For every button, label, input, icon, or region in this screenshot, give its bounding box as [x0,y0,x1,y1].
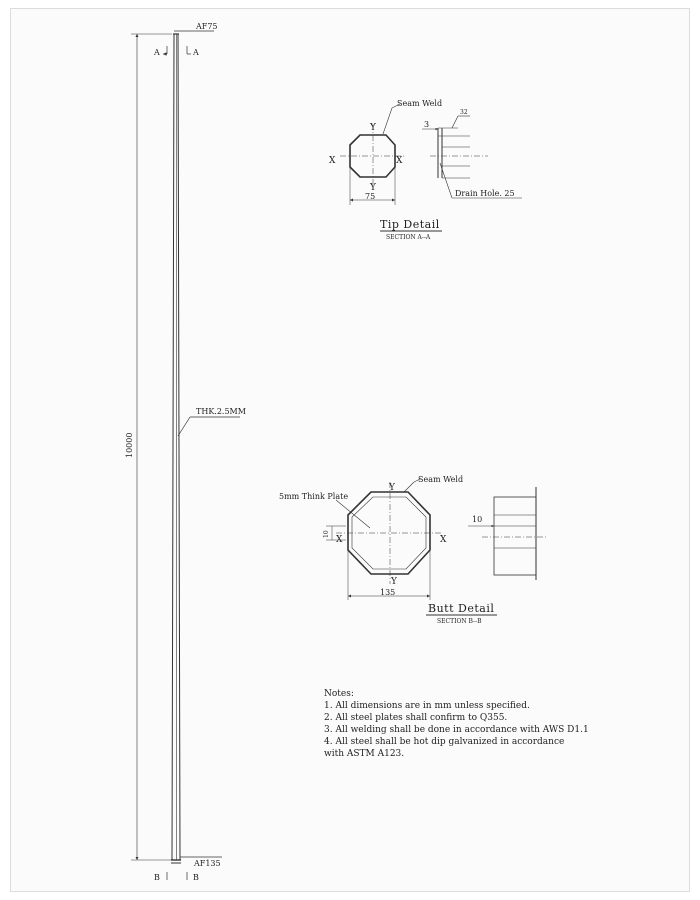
section-mark-top-left: A [154,48,160,57]
tip-seam-weld-label: Seam Weld [397,99,443,108]
tip-width-dimension: 75 [365,192,376,201]
note-item: 1. All dimensions are in mm unless specified. [324,701,530,711]
pole-elevation [131,31,240,880]
butt-side-dimension: 10 [472,515,483,524]
butt-axis-y-top: Y [389,483,395,493]
butt-axis-x-right: X [440,535,447,545]
butt-detail-section [326,479,546,615]
butt-left-dimension: 10 [323,530,330,538]
butt-width-dimension: 135 [380,588,396,597]
note-item: with ASTM A123. [324,749,405,759]
tip-side-dimension-a: 3 [424,120,430,129]
tip-detail-title: Tip Detail [380,218,440,231]
note-item: 2. All steel plates shall confirm to Q355. [324,713,508,723]
notes-block [324,688,654,760]
tip-axis-y-top: Y [370,123,376,133]
bottom-af-label: AF135 [194,859,221,868]
tip-axis-x-left: X [329,156,336,166]
tip-side-dimension-b: 32 [460,109,468,116]
tip-detail-section [340,104,522,231]
butt-seam-weld-label: Seam Weld [418,475,464,484]
section-mark-bottom-left: B [154,873,160,882]
butt-detail-title: Butt Detail [428,602,495,615]
section-mark-top-right: A [193,48,199,57]
tip-axis-x-right: X [396,156,403,166]
top-af-label: AF75 [196,22,218,31]
note-item: 4. All steel shall be hot dip galvanized in accordance [324,737,565,747]
note-item: 3. All welding shall be done in accordance with AWS D1.1 [324,725,589,735]
tip-detail-subtitle: SECTION A--A [386,234,431,241]
section-mark-bottom-right: B [193,873,199,882]
drain-hole-label: Drain Hole. 25 [455,189,515,198]
butt-plate-label: 5mm Think Plate [279,492,349,501]
notes-heading: Notes: [324,689,354,699]
height-dimension-label: 10000 [125,432,134,458]
butt-axis-y-bottom: Y [391,577,397,587]
butt-detail-subtitle: SECTION B--B [437,618,482,625]
thickness-label: THK.2.5MM [196,407,246,416]
tip-axis-y-bottom: Y [370,183,376,193]
butt-axis-x-left: X [336,535,343,545]
